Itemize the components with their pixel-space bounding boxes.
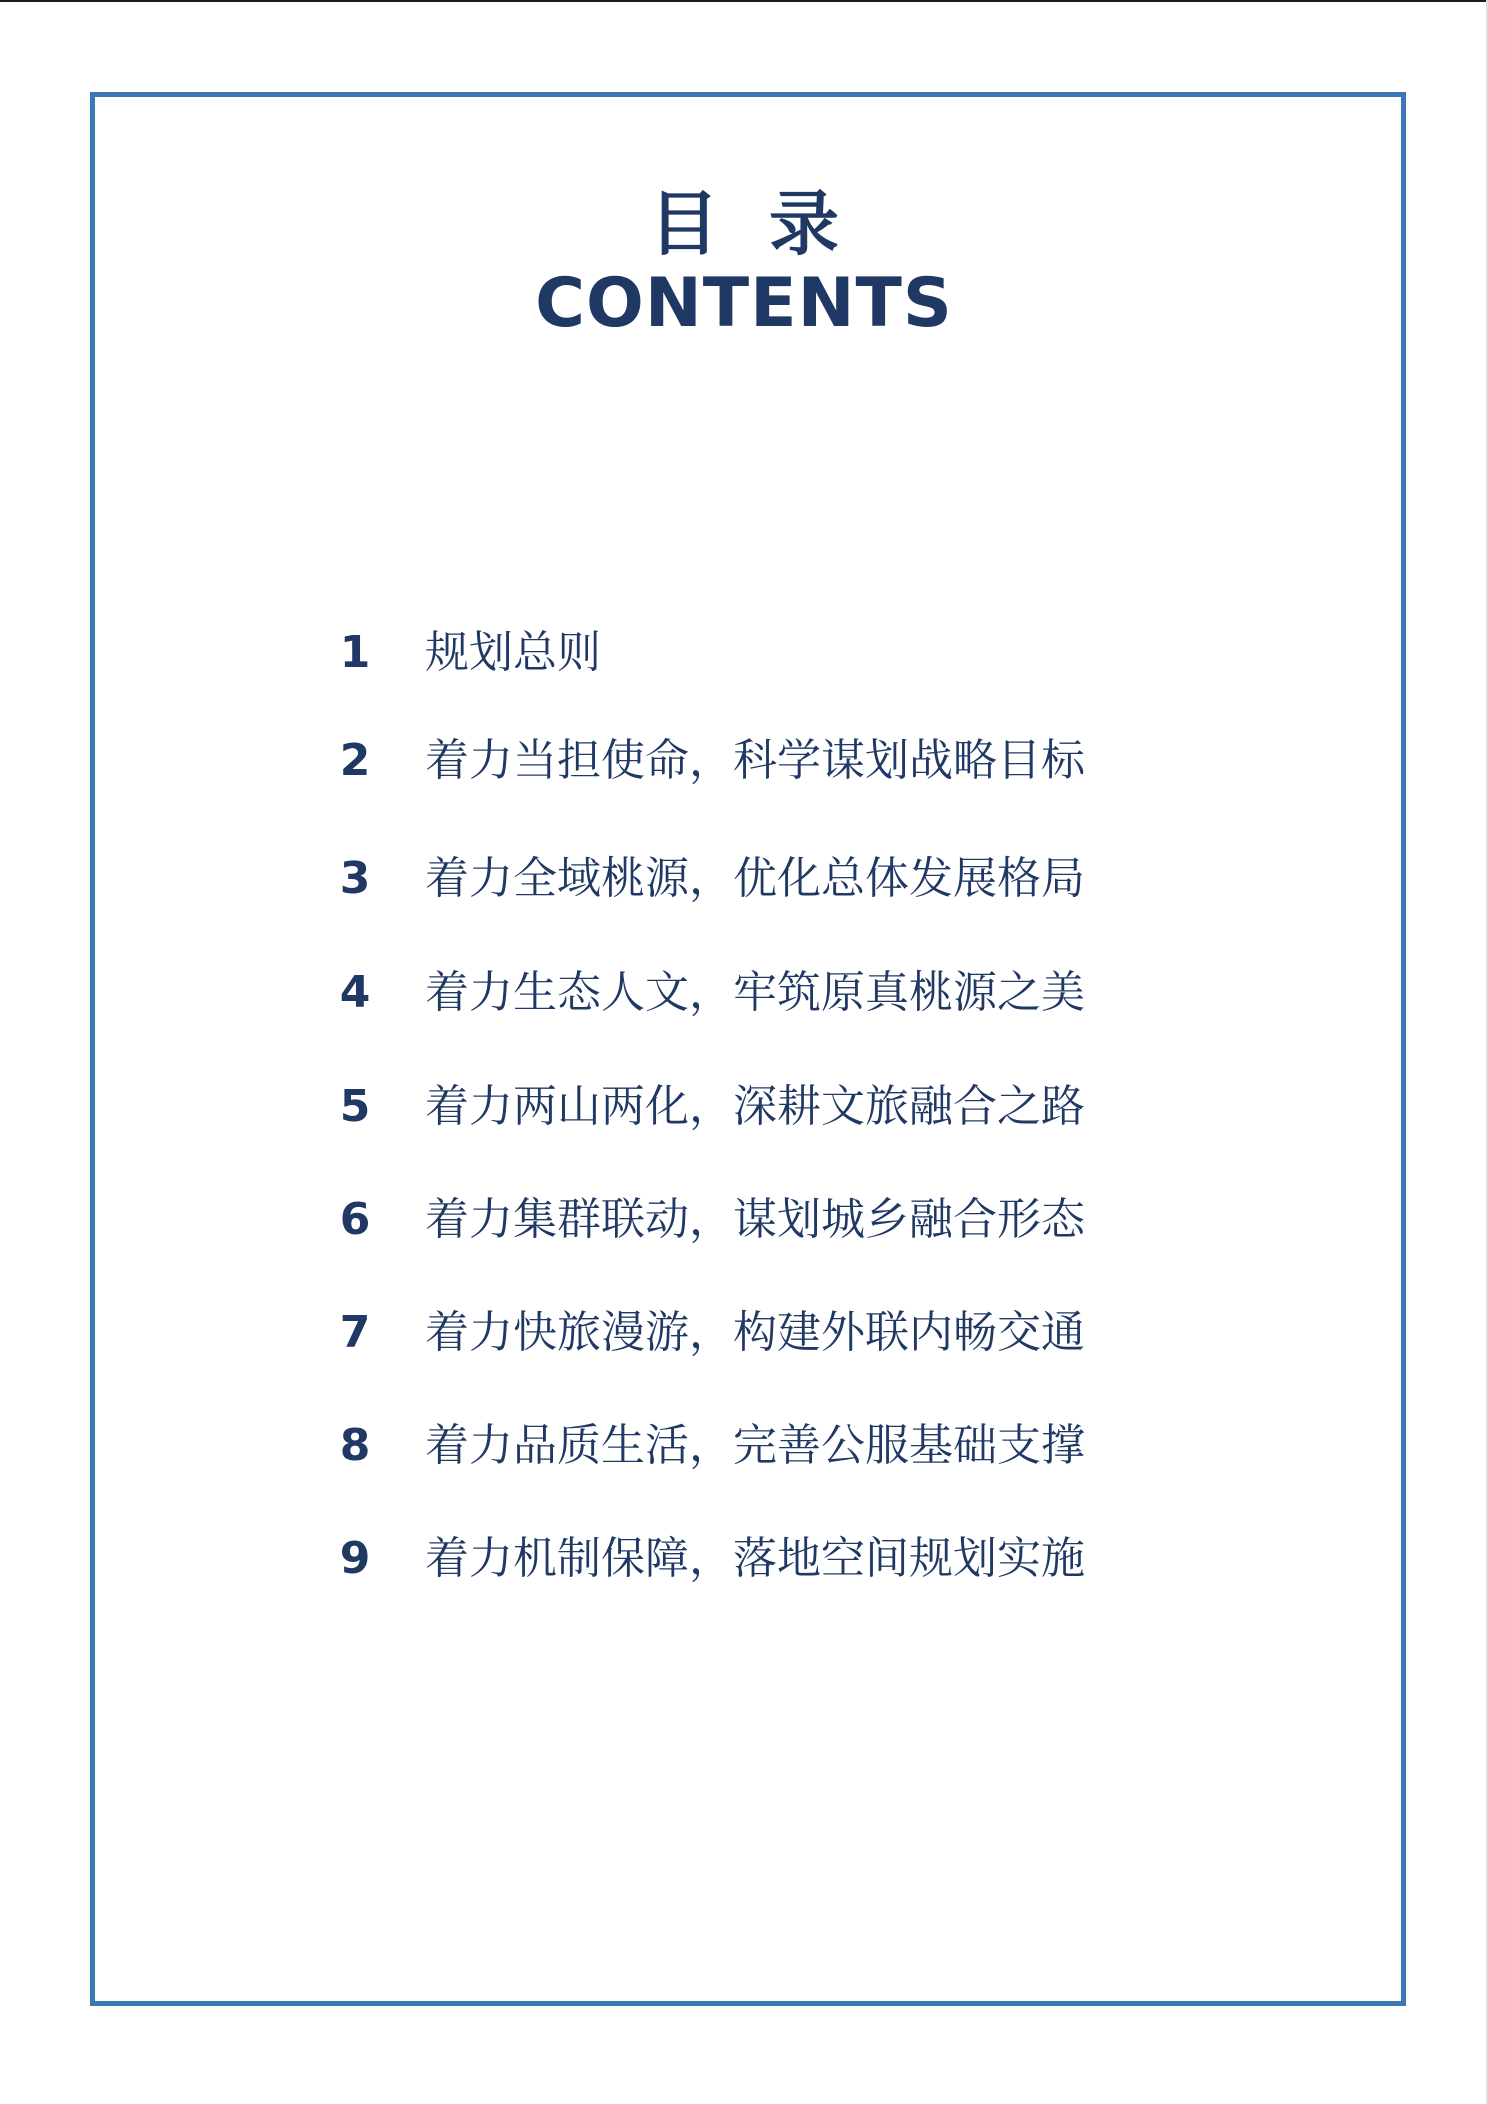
toc-item-title: 规划总则 — [425, 627, 601, 678]
toc-item-5[interactable] — [330, 1077, 1230, 1137]
toc-item-2[interactable] — [330, 731, 1230, 791]
contents-title-chinese: 目录 — [649, 183, 889, 265]
toc-item-9[interactable] — [330, 1529, 1230, 1589]
toc-item-title: 着力品质生活，完善公服基础支撑 — [425, 1420, 1085, 1471]
toc-item-title: 着力两山两化，深耕文旅融合之路 — [425, 1081, 1085, 1132]
toc-item-number: 3 — [339, 853, 371, 904]
toc-item-number: 8 — [339, 1420, 371, 1471]
toc-item-number: 7 — [339, 1307, 371, 1358]
toc-item-title: 着力生态人文，牢筑原真桃源之美 — [425, 967, 1085, 1018]
toc-item-title: 着力当担使命，科学谋划战略目标 — [425, 735, 1085, 786]
toc-item-number: 2 — [339, 735, 371, 786]
toc-item-7[interactable] — [330, 1303, 1230, 1363]
toc-item-1[interactable] — [330, 623, 1230, 683]
toc-item-number: 6 — [339, 1194, 371, 1245]
toc-item-title: 着力集群联动，谋划城乡融合形态 — [425, 1194, 1085, 1245]
toc-item-4[interactable] — [330, 963, 1230, 1023]
toc-item-number: 1 — [339, 627, 371, 678]
toc-item-title: 着力全域桃源，优化总体发展格局 — [425, 853, 1085, 904]
toc-item-title: 着力机制保障，落地空间规划实施 — [425, 1533, 1085, 1584]
toc-item-title: 着力快旅漫游，构建外联内畅交通 — [425, 1307, 1085, 1358]
toc-item-number: 5 — [339, 1081, 371, 1132]
contents-title-english: CONTENTS — [535, 264, 953, 343]
toc-item-number: 4 — [339, 967, 371, 1018]
toc-item-3[interactable] — [330, 849, 1230, 909]
toc-item-number: 9 — [339, 1533, 371, 1584]
toc-item-6[interactable] — [330, 1190, 1230, 1250]
toc-item-8[interactable] — [330, 1416, 1230, 1476]
